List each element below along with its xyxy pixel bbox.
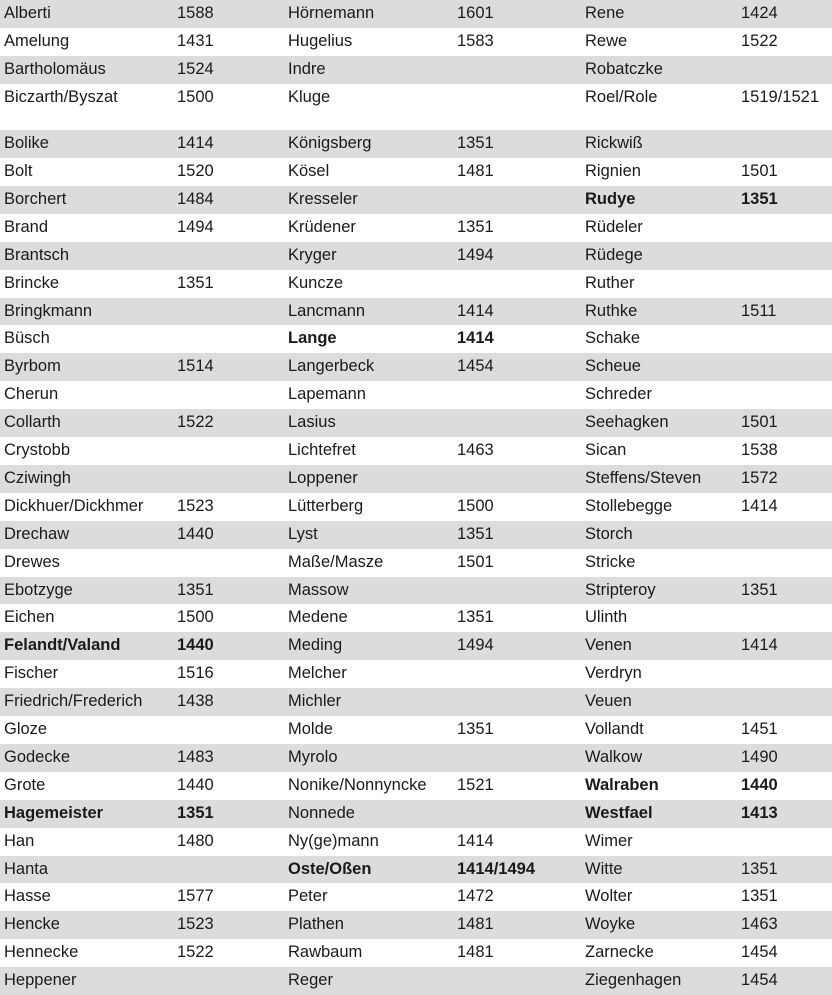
year-cell: 1501 (741, 413, 778, 432)
year-cell: 1514 (177, 357, 214, 376)
year-cell: 1454 (741, 943, 778, 962)
name-cell: Plathen (288, 915, 344, 934)
table-row (0, 28, 832, 56)
year-cell: 1538 (741, 441, 778, 459)
name-cell: Godecke (4, 747, 71, 766)
name-cell: Krüdener (288, 217, 356, 236)
year-cell: 1494 (177, 217, 214, 236)
table-row (0, 828, 832, 856)
year-cell: 1516 (177, 664, 214, 683)
table-row (0, 381, 832, 409)
year-cell: 1351 (457, 217, 494, 236)
name-cell: Rüdege (585, 245, 643, 264)
year-cell: 1414/1494 (457, 859, 535, 878)
name-cell: Drewes (4, 552, 60, 571)
name-cell: Amelung (4, 31, 70, 50)
name-cell: Alberti (4, 4, 51, 22)
year-cell: 1480 (177, 831, 214, 850)
table-row (0, 298, 832, 326)
name-cell: Grote (4, 775, 46, 794)
name-cell: Brantsch (4, 245, 70, 264)
year-cell: 1481 (457, 162, 494, 180)
name-cell: Drechaw (4, 524, 70, 543)
year-cell: 1351 (177, 803, 214, 822)
table-row (0, 577, 832, 605)
name-cell: Hagemeister (4, 803, 104, 822)
table-row (0, 939, 832, 967)
year-cell: 1351 (457, 720, 494, 738)
name-cell: Massow (288, 580, 349, 599)
name-cell: Schake (585, 329, 641, 348)
year-cell: 1351 (457, 524, 494, 543)
name-cell: Friedrich/Frederich (4, 692, 143, 711)
year-cell: 1500 (177, 87, 214, 106)
name-cell: Vollandt (585, 720, 644, 738)
name-cell: Crystobb (4, 441, 71, 459)
name-cell: Wimer (585, 831, 633, 850)
year-cell: 1414 (741, 636, 778, 655)
year-cell: 1501 (457, 552, 494, 571)
year-cell: 1351 (741, 189, 778, 208)
name-cell: Bolt (4, 162, 33, 180)
year-cell: 1424 (741, 4, 778, 22)
table-row (0, 521, 832, 549)
year-cell: 1523 (177, 496, 214, 515)
year-cell: 1438 (177, 692, 214, 711)
name-cell: Steffens/Steven (585, 468, 702, 487)
table-row (0, 409, 832, 437)
name-cell: Seehagken (585, 413, 669, 432)
year-cell: 1572 (741, 468, 778, 487)
name-cell: Fischer (4, 664, 59, 683)
name-cell: Woyke (585, 915, 636, 934)
table-row (0, 549, 832, 577)
name-cell: Lapemann (288, 385, 366, 404)
year-cell: 1490 (741, 747, 778, 766)
name-cell: Rewe (585, 31, 628, 50)
name-cell: Michler (288, 692, 342, 711)
name-cell: Rüdeler (585, 217, 643, 236)
year-cell: 1351 (741, 580, 778, 599)
name-cell: Rene (585, 4, 625, 22)
table-row (0, 325, 832, 353)
year-cell: 1451 (741, 720, 778, 738)
name-cell: Büsch (4, 329, 50, 348)
year-cell: 1588 (177, 4, 214, 22)
name-cell: Wolter (585, 887, 633, 906)
year-cell: 1481 (457, 943, 494, 962)
year-cell: 1494 (457, 245, 494, 264)
year-cell: 1519/1521 (741, 87, 819, 106)
name-cell: Loppener (288, 468, 358, 487)
name-cell: Biczarth/Byszat (4, 87, 118, 106)
name-cell: Cherun (4, 385, 59, 404)
table-row (0, 56, 832, 84)
name-cell: Ruthke (585, 301, 638, 320)
name-cell: Medene (288, 608, 348, 627)
name-cell: Nonnede (288, 803, 355, 822)
table-row (0, 632, 832, 660)
name-cell: Lancmann (288, 301, 366, 320)
name-cell: Rickwiß (585, 134, 643, 153)
table-row (0, 716, 832, 744)
year-cell: 1577 (177, 887, 214, 906)
name-cell: Walraben (585, 775, 659, 794)
name-cell: Melcher (288, 664, 347, 683)
year-cell: 1481 (457, 915, 494, 934)
year-cell: 1454 (457, 357, 494, 376)
year-cell: 1351 (457, 608, 494, 627)
name-cell: Borchert (4, 189, 67, 208)
name-cell: Bringkmann (4, 301, 93, 320)
name-cell: Felandt/Valand (4, 636, 121, 655)
name-cell: Eichen (4, 608, 55, 627)
name-cell: Han (4, 831, 35, 850)
year-cell: 1523 (177, 915, 214, 934)
name-cell: Bolike (4, 134, 49, 153)
name-cell: Indre (288, 59, 326, 78)
name-cell: Heppener (4, 971, 77, 990)
year-cell: 1440 (741, 775, 778, 794)
name-cell: Lange (288, 329, 337, 348)
table-row (0, 353, 832, 381)
name-cell: Stripteroy (585, 580, 656, 599)
year-cell: 1522 (177, 943, 214, 962)
name-cell: Ulinth (585, 608, 628, 627)
year-cell: 1511 (741, 301, 777, 320)
name-cell: Rudye (585, 189, 636, 208)
table-row (0, 130, 832, 158)
year-cell: 1472 (457, 887, 494, 906)
name-cell: Lichtefret (288, 441, 356, 459)
year-cell: 1484 (177, 189, 214, 208)
name-cell: Myrolo (288, 747, 338, 766)
name-cell: Maße/Masze (288, 552, 384, 571)
name-cell: Kluge (288, 87, 331, 106)
name-cell: Venen (585, 636, 632, 655)
name-cell: Verdryn (585, 664, 642, 683)
table-row (0, 158, 832, 186)
name-cell: Cziwingh (4, 468, 71, 487)
year-cell: 1351 (741, 859, 778, 878)
name-cell: Rignien (585, 162, 641, 180)
name-cell: Ziegenhagen (585, 971, 682, 990)
year-cell: 1524 (177, 59, 214, 78)
name-cell: Ny(ge)mann (288, 831, 379, 850)
year-cell: 1501 (741, 162, 778, 180)
year-cell: 1463 (457, 441, 494, 459)
name-cell: Kuncze (288, 273, 344, 292)
table-row (0, 856, 832, 884)
name-cell: Stollebegge (585, 496, 673, 515)
year-cell: 1414 (177, 134, 214, 153)
name-cell: Brand (4, 217, 49, 236)
name-cell: Veuen (585, 692, 632, 711)
year-cell: 1463 (741, 915, 778, 934)
name-cell: Hanta (4, 859, 49, 878)
year-cell: 1351 (457, 134, 494, 153)
name-cell: Scheue (585, 357, 641, 376)
name-cell: Nonike/Nonnyncke (288, 775, 427, 794)
name-cell: Peter (288, 887, 328, 906)
year-cell: 1500 (177, 608, 214, 627)
name-cell: Zarnecke (585, 943, 654, 962)
table-row (0, 437, 832, 465)
name-cell: Hencke (4, 915, 60, 934)
name-cell: Lütterberg (288, 496, 364, 515)
table-row (0, 493, 832, 521)
year-cell: 1521 (457, 775, 494, 794)
name-cell: Lasius (288, 413, 336, 432)
name-cell: Hennecke (4, 943, 79, 962)
year-cell: 1414 (457, 301, 494, 320)
year-cell: 1500 (457, 496, 494, 515)
name-cell: Reger (288, 971, 333, 990)
name-cell: Ruther (585, 273, 635, 292)
name-cell: Storch (585, 524, 633, 543)
table-row (0, 911, 832, 939)
table-row (0, 604, 832, 632)
name-cell: Kösel (288, 162, 330, 180)
table-row (0, 465, 832, 493)
name-cell: Oste/Oßen (288, 859, 372, 878)
table-row (0, 84, 832, 112)
table-row (0, 772, 832, 800)
year-cell: 1351 (741, 887, 778, 906)
year-cell: 1413 (741, 803, 778, 822)
year-cell: 1351 (177, 273, 214, 292)
year-cell: 1440 (177, 775, 214, 794)
year-cell: 1431 (177, 31, 214, 50)
table-row (0, 688, 832, 716)
name-cell: Westfael (585, 803, 653, 822)
table-row (0, 660, 832, 688)
table-row (0, 800, 832, 828)
name-cell: Dickhuer/Dickhmer (4, 496, 144, 515)
table-row (0, 744, 832, 772)
year-cell: 1454 (741, 971, 778, 990)
name-cell: Hörnemann (288, 4, 375, 22)
name-cell: Bartholomäus (4, 59, 106, 78)
name-cell: Byrbom (4, 357, 61, 376)
name-cell: Königsberg (288, 134, 372, 153)
name-cell: Gloze (4, 720, 48, 738)
table-row (0, 0, 832, 28)
name-cell: Brincke (4, 273, 60, 292)
name-cell: Lyst (288, 524, 318, 543)
year-cell: 1414 (741, 496, 778, 515)
name-cell: Ebotzyge (4, 580, 73, 599)
table-row (0, 214, 832, 242)
table-row (0, 186, 832, 214)
year-cell: 1414 (457, 329, 494, 348)
name-cell: Sican (585, 441, 627, 459)
name-cell: Stricke (585, 552, 636, 571)
year-cell: 1440 (177, 636, 214, 655)
table-row (0, 242, 832, 270)
name-cell: Collarth (4, 413, 61, 432)
table-row (0, 883, 832, 911)
year-cell: 1520 (177, 162, 214, 180)
table-row (0, 967, 832, 995)
name-cell: Kresseler (288, 189, 358, 208)
name-cell: Hugelius (288, 31, 353, 50)
name-cell: Robatczke (585, 59, 663, 78)
year-cell: 1601 (457, 4, 494, 22)
year-cell: 1414 (457, 831, 494, 850)
name-cell: Hasse (4, 887, 51, 906)
year-cell: 1440 (177, 524, 214, 543)
year-cell: 1583 (457, 31, 494, 50)
name-cell: Roel/Role (585, 87, 658, 106)
name-cell: Witte (585, 859, 623, 878)
name-cell: Walkow (585, 747, 643, 766)
table-row (0, 270, 832, 298)
year-cell: 1351 (177, 580, 214, 599)
name-cell: Meding (288, 636, 343, 655)
name-cell: Kryger (288, 245, 337, 264)
year-cell: 1522 (741, 31, 778, 50)
year-cell: 1522 (177, 413, 214, 432)
name-cell: Molde (288, 720, 333, 738)
year-cell: 1494 (457, 636, 494, 655)
name-cell: Rawbaum (288, 943, 363, 962)
year-cell: 1483 (177, 747, 214, 766)
name-cell: Schreder (585, 385, 652, 404)
name-cell: Langerbeck (288, 357, 375, 376)
